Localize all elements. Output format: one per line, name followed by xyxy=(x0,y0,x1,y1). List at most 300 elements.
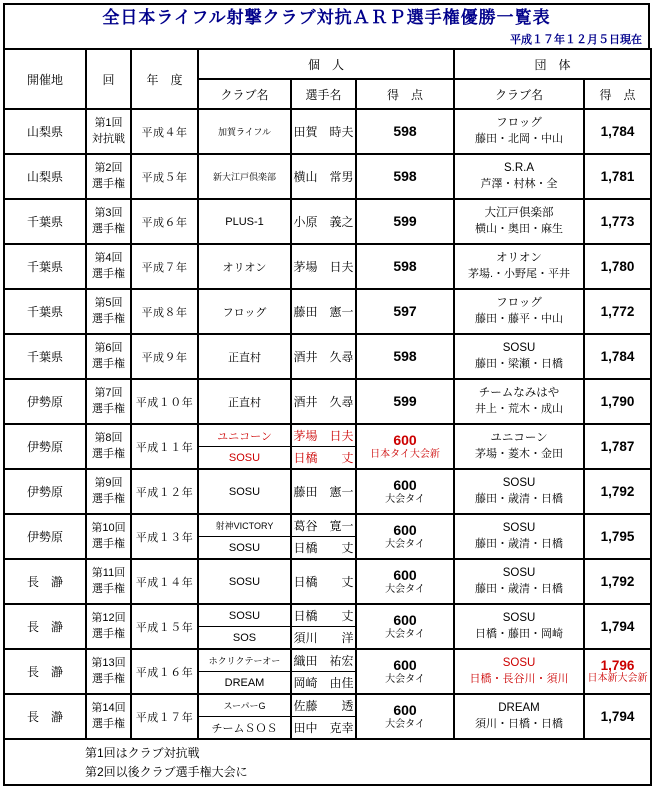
team-score-cell xyxy=(584,559,651,604)
club-split xyxy=(199,380,290,423)
header-year: 年 度 xyxy=(131,49,198,109)
round-type: 選手権 xyxy=(92,537,125,550)
round-type: 選手権 xyxy=(92,312,125,325)
round-cell xyxy=(86,469,131,514)
year-cell: 平成５年 xyxy=(131,154,198,199)
individual-score-stack xyxy=(357,515,453,558)
team-score-cell xyxy=(584,334,651,379)
header-individual: 個 人 xyxy=(198,49,454,79)
individual-club-cell xyxy=(198,694,291,739)
individual-score-cell xyxy=(356,379,454,424)
team-score-stack xyxy=(585,110,650,153)
round-cell xyxy=(86,289,131,334)
round-cell xyxy=(86,244,131,289)
individual-score: 597 xyxy=(393,302,417,319)
table-row xyxy=(4,154,651,199)
team-club-name: フロッグ xyxy=(496,297,542,310)
round-type: 選手権 xyxy=(92,267,125,280)
club-split xyxy=(199,695,290,738)
round-cell xyxy=(86,109,131,154)
individual-score-cell xyxy=(356,559,454,604)
player-split xyxy=(292,560,355,603)
team-club-cell xyxy=(454,649,584,694)
team-score-stack xyxy=(585,425,650,468)
year-cell: 平成１３年 xyxy=(131,514,198,559)
player-split xyxy=(292,605,355,648)
individual-score: 600 xyxy=(393,611,417,628)
individual-club-name: スーパーG xyxy=(223,701,266,711)
table-row xyxy=(4,559,651,604)
individual-club-cell xyxy=(198,649,291,694)
individual-player-name: 茅場 日夫 xyxy=(293,260,354,274)
results-tbody xyxy=(4,109,651,739)
individual-player-cell xyxy=(291,154,356,199)
individual-score: 600 xyxy=(393,656,417,673)
individual-player-name: 日橋 丈 xyxy=(292,446,355,468)
individual-score: 598 xyxy=(393,347,417,364)
individual-score-stack xyxy=(357,425,453,468)
venue-cell: 伊勢原 xyxy=(4,424,86,469)
individual-club-name: SOSU xyxy=(228,609,261,622)
individual-player-name: 葛谷 寛一 xyxy=(293,519,354,533)
team-score-stack xyxy=(585,650,650,693)
individual-club-cell xyxy=(198,289,291,334)
page-title: 全日本ライフル射撃クラブ対抗ＡＲＰ選手権優勝一覧表 xyxy=(102,8,551,27)
round-number: 第9回 xyxy=(94,476,123,489)
individual-club-name: チームＳＯＳ xyxy=(199,716,290,738)
individual-score-stack xyxy=(357,110,453,153)
round-cell xyxy=(86,604,131,649)
header-individual-club: クラブ名 xyxy=(198,79,291,109)
year-cell: 平成６年 xyxy=(131,199,198,244)
team-score-stack xyxy=(585,560,650,603)
individual-score: 599 xyxy=(393,212,417,229)
individual-player-name: 小原 義之 xyxy=(293,215,354,229)
team-score-cell xyxy=(584,289,651,334)
individual-player-name: 茅場 日夫 xyxy=(293,429,354,443)
individual-score-note: 大会タイ xyxy=(385,719,425,731)
individual-club-name: オリオン xyxy=(222,261,267,274)
team-score: 1,781 xyxy=(600,169,635,184)
team-club-name: SOSU xyxy=(502,522,536,535)
round-number: 第1回 xyxy=(94,116,123,129)
header-round: 回 xyxy=(86,49,131,109)
round-number: 第11回 xyxy=(91,566,126,579)
individual-club-name: 正直村 xyxy=(228,396,261,409)
individual-club-name: ユニコーン xyxy=(217,430,272,443)
club-split xyxy=(199,515,290,558)
individual-player-cell xyxy=(291,109,356,154)
individual-club-cell xyxy=(198,244,291,289)
footnotes xyxy=(5,742,650,781)
individual-player-cell xyxy=(291,649,356,694)
individual-score-stack xyxy=(357,605,453,648)
team-score-cell xyxy=(584,109,651,154)
individual-club-name: SOSU xyxy=(199,536,290,558)
individual-player-cell xyxy=(291,604,356,649)
individual-club-cell xyxy=(198,334,291,379)
footnote-line: 第2回以後クラブ選手権大会に xyxy=(85,765,248,779)
individual-club-name: SOSU xyxy=(228,575,261,588)
individual-score-cell xyxy=(356,604,454,649)
individual-score: 598 xyxy=(393,122,417,139)
team-club-cell xyxy=(454,109,584,154)
individual-score-note: 日本タイ大会新 xyxy=(370,449,440,461)
round-number: 第12回 xyxy=(91,611,126,624)
team-club-cell xyxy=(454,604,584,649)
round-cell xyxy=(86,694,131,739)
team-score: 1,795 xyxy=(600,529,635,544)
title-box xyxy=(3,3,650,48)
individual-player-name: 藤田 憲一 xyxy=(293,305,354,319)
individual-score-stack xyxy=(357,155,453,198)
year-cell: 平成１６年 xyxy=(131,649,198,694)
team-club-name: フロッグ xyxy=(496,117,542,130)
team-members: 芦澤・村林・全 xyxy=(480,178,558,191)
individual-score: 600 xyxy=(393,476,417,493)
round-type: 選手権 xyxy=(92,402,125,415)
player-split xyxy=(292,335,355,378)
table-row xyxy=(4,289,651,334)
team-score-cell xyxy=(584,424,651,469)
team-score: 1,796 xyxy=(600,658,635,673)
team-members: 井上・荒木・成山 xyxy=(475,403,563,416)
individual-score-cell xyxy=(356,649,454,694)
year-cell: 平成１７年 xyxy=(131,694,198,739)
individual-score: 598 xyxy=(393,257,417,274)
player-split xyxy=(292,200,355,243)
individual-player-cell xyxy=(291,559,356,604)
venue-cell: 千葉県 xyxy=(4,334,86,379)
individual-score-cell xyxy=(356,514,454,559)
player-split xyxy=(292,290,355,333)
club-split xyxy=(199,245,290,288)
team-members: 茅場.・小野尾・平井 xyxy=(467,268,571,281)
round-number: 第7回 xyxy=(94,386,123,399)
team-score-stack xyxy=(585,605,650,648)
team-club-cell xyxy=(454,244,584,289)
individual-score-stack xyxy=(357,245,453,288)
year-cell: 平成９年 xyxy=(131,334,198,379)
individual-club-name: 正直村 xyxy=(228,351,261,364)
year-cell: 平成１０年 xyxy=(131,379,198,424)
individual-score-stack xyxy=(357,470,453,513)
individual-club-cell xyxy=(198,379,291,424)
round-cell xyxy=(86,424,131,469)
individual-player-name: 田中 克幸 xyxy=(292,716,355,738)
round-type: 選手権 xyxy=(92,582,125,595)
individual-club-cell xyxy=(198,154,291,199)
as-of-date: 平成１７年１２月５日現在 xyxy=(510,33,642,46)
individual-score-cell xyxy=(356,334,454,379)
individual-club-cell xyxy=(198,469,291,514)
round-type: 選手権 xyxy=(92,672,125,685)
table-row xyxy=(4,244,651,289)
team-members: 藤田・歳清・日橋 xyxy=(475,583,563,596)
team-score: 1,790 xyxy=(600,394,635,409)
round-type: 対抗戦 xyxy=(92,132,125,145)
team-score-cell xyxy=(584,649,651,694)
individual-score-stack xyxy=(357,290,453,333)
individual-score-cell xyxy=(356,199,454,244)
round-type: 選手権 xyxy=(92,447,125,460)
team-club-name: チームなみはや xyxy=(478,387,560,400)
team-score-cell xyxy=(584,469,651,514)
round-number: 第6回 xyxy=(94,341,123,354)
individual-score-cell xyxy=(356,469,454,514)
venue-cell: 山梨県 xyxy=(4,109,86,154)
individual-score-note: 大会タイ xyxy=(385,629,425,641)
header-team: 団 体 xyxy=(454,49,651,79)
individual-club-name: SOS xyxy=(199,626,290,648)
team-club-cell xyxy=(454,379,584,424)
team-score-stack xyxy=(585,335,650,378)
individual-club-name: 加賀ライフル xyxy=(217,127,272,137)
footnotes-cell xyxy=(4,739,651,785)
individual-player-cell xyxy=(291,514,356,559)
team-score: 1,792 xyxy=(600,574,635,589)
individual-player-cell xyxy=(291,424,356,469)
year-cell: 平成４年 xyxy=(131,109,198,154)
player-split xyxy=(292,470,355,513)
individual-score-cell xyxy=(356,694,454,739)
round-number: 第14回 xyxy=(91,701,126,714)
individual-score-cell xyxy=(356,244,454,289)
round-type: 選手権 xyxy=(92,177,125,190)
round-number: 第10回 xyxy=(91,521,126,534)
individual-score-cell xyxy=(356,109,454,154)
club-split xyxy=(199,155,290,198)
team-score: 1,772 xyxy=(600,304,635,319)
individual-club-name: ホクリクテーオー xyxy=(208,656,281,666)
team-score-note: 日本新大会新 xyxy=(587,673,648,684)
individual-score: 600 xyxy=(393,431,417,448)
individual-player-name: 横山 常男 xyxy=(293,170,354,184)
team-members: 茅場・菱木・金田 xyxy=(475,448,563,461)
team-score-stack xyxy=(585,290,650,333)
header-individual-score: 得 点 xyxy=(356,79,454,109)
year-cell: 平成１４年 xyxy=(131,559,198,604)
table-row xyxy=(4,694,651,739)
venue-cell: 長 瀞 xyxy=(4,559,86,604)
team-members: 日橋・藤田・岡崎 xyxy=(475,628,563,641)
team-score: 1,787 xyxy=(600,439,635,454)
club-split xyxy=(199,290,290,333)
team-club-cell xyxy=(454,559,584,604)
individual-score-cell xyxy=(356,289,454,334)
individual-player-name: 須川 洋 xyxy=(292,626,355,648)
individual-score-note: 大会タイ xyxy=(385,539,425,551)
team-score-cell xyxy=(584,514,651,559)
team-members: 須川・日橋・日橋 xyxy=(475,718,563,731)
player-split xyxy=(292,650,355,693)
individual-player-name: 織田 祐宏 xyxy=(293,654,354,668)
individual-club-cell xyxy=(198,604,291,649)
individual-player-cell xyxy=(291,694,356,739)
individual-score-note: 大会タイ xyxy=(385,494,425,506)
individual-score-note: 大会タイ xyxy=(385,584,425,596)
individual-score-stack xyxy=(357,560,453,603)
round-number: 第4回 xyxy=(94,251,123,264)
round-cell xyxy=(86,559,131,604)
team-score-stack xyxy=(585,380,650,423)
table-row xyxy=(4,604,651,649)
individual-player-name: 酒井 久尋 xyxy=(293,350,354,364)
round-cell xyxy=(86,649,131,694)
table-row xyxy=(4,109,651,154)
year-cell: 平成１１年 xyxy=(131,424,198,469)
round-number: 第3回 xyxy=(94,206,123,219)
team-members: 藤田・藤平・中山 xyxy=(475,313,563,326)
team-score: 1,773 xyxy=(600,214,635,229)
team-score-stack xyxy=(585,245,650,288)
individual-club-cell xyxy=(198,559,291,604)
team-club-cell xyxy=(454,469,584,514)
individual-player-name: 酒井 久尋 xyxy=(293,395,354,409)
venue-cell: 長 瀞 xyxy=(4,649,86,694)
individual-player-cell xyxy=(291,334,356,379)
round-cell xyxy=(86,334,131,379)
team-club-name: DREAM xyxy=(498,702,540,715)
round-cell xyxy=(86,199,131,244)
player-split xyxy=(292,110,355,153)
team-score-stack xyxy=(585,695,650,738)
individual-score: 600 xyxy=(393,701,417,718)
team-members: 日橋・長谷川・須川 xyxy=(469,673,569,686)
club-split xyxy=(199,605,290,648)
team-club-cell xyxy=(454,694,584,739)
individual-score: 599 xyxy=(393,392,417,409)
individual-player-cell xyxy=(291,379,356,424)
individual-score: 598 xyxy=(393,167,417,184)
year-cell: 平成７年 xyxy=(131,244,198,289)
team-score-stack xyxy=(585,515,650,558)
year-cell: 平成１２年 xyxy=(131,469,198,514)
individual-score-stack xyxy=(357,380,453,423)
team-club-name: 大江戸倶楽部 xyxy=(484,207,554,220)
table-row xyxy=(4,649,651,694)
team-score-cell xyxy=(584,154,651,199)
team-score-cell xyxy=(584,604,651,649)
round-type: 選手権 xyxy=(92,717,125,730)
team-club-name: SOSU xyxy=(502,567,536,580)
individual-club-name: 新大江戸倶楽部 xyxy=(212,172,276,182)
club-split xyxy=(199,335,290,378)
round-number: 第8回 xyxy=(94,431,123,444)
individual-club-name: DREAM xyxy=(199,671,290,693)
table-row xyxy=(4,469,651,514)
individual-club-cell xyxy=(198,424,291,469)
header-team-score: 得 点 xyxy=(584,79,651,109)
round-cell xyxy=(86,379,131,424)
round-type: 選手権 xyxy=(92,357,125,370)
player-split xyxy=(292,155,355,198)
team-score: 1,780 xyxy=(600,259,635,274)
team-club-name: SOSU xyxy=(502,612,536,625)
team-club-name: SOSU xyxy=(502,657,536,670)
team-score: 1,794 xyxy=(600,709,635,724)
team-members: 横山・奥田・麻生 xyxy=(475,223,563,236)
club-split xyxy=(199,650,290,693)
table-header xyxy=(4,49,651,109)
header-venue: 開催地 xyxy=(4,49,86,109)
team-score-cell xyxy=(584,694,651,739)
header-team-club: クラブ名 xyxy=(454,79,584,109)
individual-player-name: 日橋 丈 xyxy=(292,536,355,558)
team-club-name: S.R.A xyxy=(503,162,535,175)
team-score-cell xyxy=(584,379,651,424)
club-split xyxy=(199,425,290,468)
venue-cell: 長 瀞 xyxy=(4,604,86,649)
individual-club-name: SOSU xyxy=(228,485,261,498)
table-row xyxy=(4,424,651,469)
round-cell xyxy=(86,154,131,199)
team-club-cell xyxy=(454,199,584,244)
round-type: 選手権 xyxy=(92,222,125,235)
venue-cell: 千葉県 xyxy=(4,244,86,289)
individual-score-note: 大会タイ xyxy=(385,674,425,686)
individual-club-cell xyxy=(198,199,291,244)
player-split xyxy=(292,425,355,468)
individual-score-stack xyxy=(357,200,453,243)
individual-score: 600 xyxy=(393,566,417,583)
team-members: 藤田・歳清・日橋 xyxy=(475,493,563,506)
player-split xyxy=(292,245,355,288)
club-split xyxy=(199,110,290,153)
team-score: 1,784 xyxy=(600,124,635,139)
player-split xyxy=(292,695,355,738)
team-members: 藤田・梁瀬・日橋 xyxy=(475,358,563,371)
individual-player-cell xyxy=(291,199,356,244)
team-club-cell xyxy=(454,289,584,334)
individual-club-name: PLUS-1 xyxy=(225,215,264,228)
team-members: 藤田・歳清・日橋 xyxy=(475,538,563,551)
individual-score: 600 xyxy=(393,521,417,538)
team-score-cell xyxy=(584,244,651,289)
team-club-name: SOSU xyxy=(502,342,536,355)
player-split xyxy=(292,515,355,558)
individual-player-cell xyxy=(291,469,356,514)
year-cell: 平成８年 xyxy=(131,289,198,334)
individual-score-cell xyxy=(356,154,454,199)
individual-player-name: 日橋 丈 xyxy=(293,575,354,589)
team-club-cell xyxy=(454,334,584,379)
venue-cell: 伊勢原 xyxy=(4,514,86,559)
round-number: 第5回 xyxy=(94,296,123,309)
team-score-stack xyxy=(585,470,650,513)
club-split xyxy=(199,470,290,513)
table-row xyxy=(4,379,651,424)
individual-score-stack xyxy=(357,695,453,738)
footnote-line: 第1回はクラブ対抗戦 xyxy=(85,746,200,761)
individual-club-cell xyxy=(198,109,291,154)
individual-player-name: 佐藤 透 xyxy=(293,699,354,713)
individual-player-cell xyxy=(291,244,356,289)
team-score: 1,792 xyxy=(600,484,635,499)
team-club-name: ユニコーン xyxy=(490,432,548,445)
venue-cell: 千葉県 xyxy=(4,289,86,334)
team-members: 藤田・北岡・中山 xyxy=(475,133,563,146)
year-cell: 平成１５年 xyxy=(131,604,198,649)
individual-score-stack xyxy=(357,335,453,378)
round-number: 第2回 xyxy=(94,161,123,174)
individual-club-name: フロッグ xyxy=(222,306,267,319)
table-row xyxy=(4,334,651,379)
round-number: 第13回 xyxy=(91,656,126,669)
individual-club-cell xyxy=(198,514,291,559)
team-score-cell xyxy=(584,199,651,244)
individual-player-cell xyxy=(291,289,356,334)
